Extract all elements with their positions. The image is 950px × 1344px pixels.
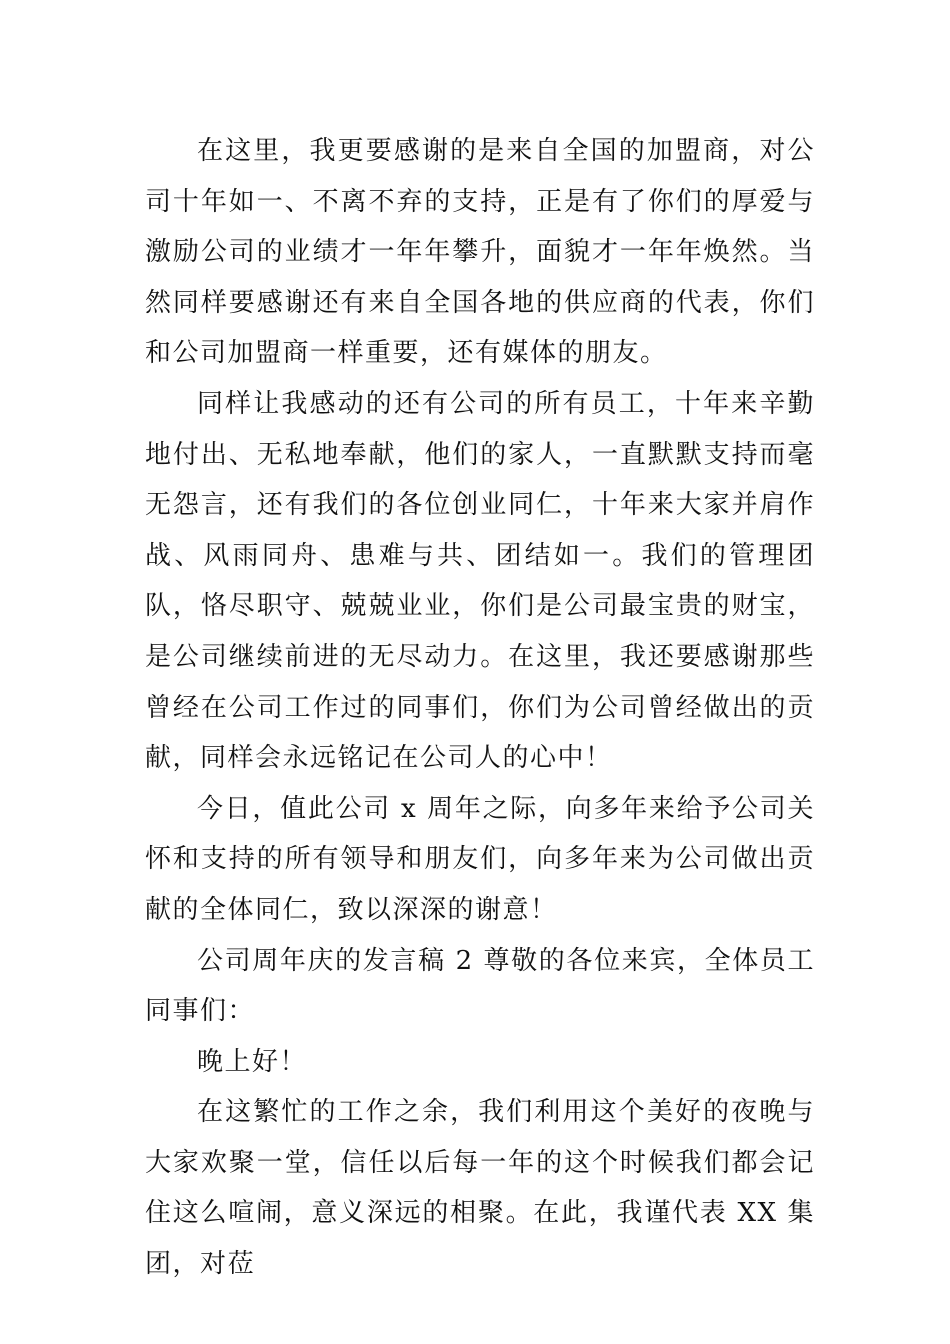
paragraph-thanks-employees: 同样让我感动的还有公司的所有员工，十年来辛勤地付出、无私地奉献，他们的家人，一直默默支持而毫无怨言，还有我们的各位创业同仁，十年来大家并肩作战、风雨同舟、患难与共、团结如一。我们的管理团队，恪尽职守、兢兢业业，你们是公司最宝贵的财宝，是公司继续前进的无尽动力。在这里，我还要感谢那些曾经在公司工作过的同事们，你们为公司曾经做出的贡献，同样会永远铭记在公司人的心中！	[145, 388, 815, 774]
document-body	[145, 126, 815, 1290]
paragraph-anniversary-gratitude: 今日，值此公司 x 周年之际，向多年来给予公司关怀和支持的所有领导和朋友们，向多年来为公司做出贡献的全体同仁，致以深深的谢意！	[145, 793, 815, 925]
paragraph-speech-2-opening: 公司周年庆的发言稿 2 尊敬的各位来宾，全体员工同事们：	[145, 945, 815, 1027]
paragraph-gathering: 在这繁忙的工作之余，我们利用这个美好的夜晚与大家欢聚一堂，信任以后每一年的这个时候我们都会记住这么喧闹，意义深远的相聚。在此，我谨代表 XX 集团，对莅	[145, 1097, 815, 1280]
paragraph-thanks-franchisees: 在这里，我更要感谢的是来自全国的加盟商，对公司十年如一、不离不弃的支持，正是有了你们的厚爱与激励公司的业绩才一年年攀升，面貌才一年年焕然。当然同样要感谢还有来自全国各地的供应商的代表，你们和公司加盟商一样重要，还有媒体的朋友。	[145, 136, 815, 369]
paragraph-greeting: 晚上好！	[197, 1046, 308, 1077]
